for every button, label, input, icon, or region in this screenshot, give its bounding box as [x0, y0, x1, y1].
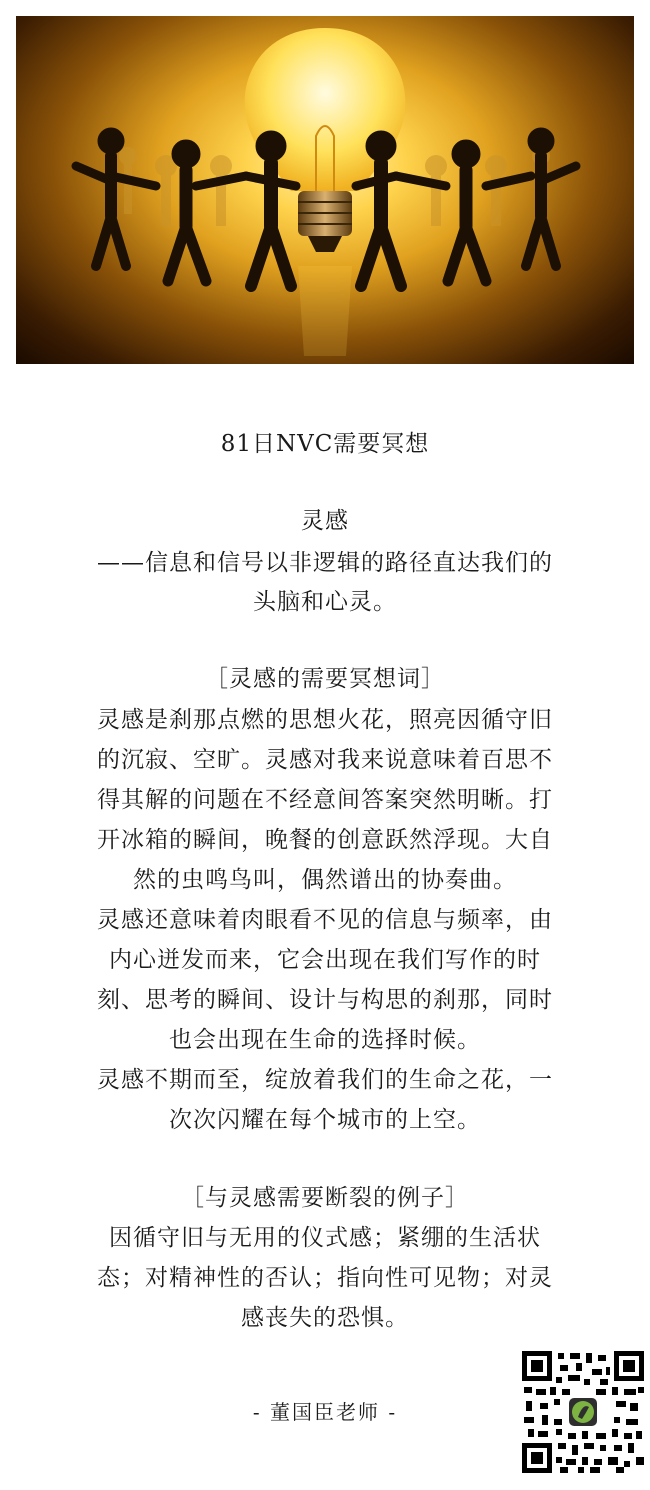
disconnect-line: 因循守旧与无用的仪式感；紧绷的生活状 — [109, 1225, 541, 1251]
disconnect-heading: ［与灵感需要断裂的例子］ — [181, 1185, 469, 1211]
meditation-line: 然的虫鸣鸟叫，偶然谱出的协奏曲。 — [133, 867, 517, 893]
meditation-line: 得其解的问题在不经意间答案突然明晰。打 — [97, 787, 553, 813]
lightbulb-people-icon — [16, 16, 634, 364]
hero-image — [16, 16, 634, 364]
meditation-line: 内心迸发而来，它会出现在我们写作的时 — [109, 947, 541, 973]
meditation-line: 灵感是刹那点燃的思想火花，照亮因循守旧 — [97, 707, 553, 733]
qr-code-icon — [520, 1349, 646, 1475]
intro-heading: 灵感 — [301, 508, 349, 534]
meditation-line: 也会出现在生命的选择时候。 — [169, 1027, 481, 1053]
page-title: 81日NVC需要冥想 — [220, 431, 430, 457]
meditation-line: 开冰箱的瞬间，晚餐的创意跃然浮现。大自 — [97, 827, 553, 853]
disconnect-line: 态；对精神性的否认；指向性可见物；对灵 — [97, 1265, 553, 1291]
meditation-heading: ［灵感的需要冥想词］ — [205, 666, 445, 692]
disconnect-line: 感丧失的恐惧。 — [241, 1305, 409, 1331]
meditation-line: 的沉寂、空旷。灵感对我来说意味着百思不 — [97, 747, 553, 773]
meditation-line: 次次闪耀在每个城市的上空。 — [169, 1107, 481, 1133]
intro-line: 头脑和心灵。 — [253, 589, 397, 615]
signature: - 董国臣老师 - — [252, 1400, 398, 1424]
intro-line: ——信息和信号以非逻辑的路径直达我们的 — [97, 550, 553, 576]
meditation-line: 灵感不期而至，绽放着我们的生命之花，一 — [97, 1067, 553, 1093]
meditation-line: 刻、思考的瞬间、设计与构思的刹那，同时 — [97, 987, 553, 1013]
meditation-line: 灵感还意味着肉眼看不见的信息与频率，由 — [97, 907, 553, 933]
